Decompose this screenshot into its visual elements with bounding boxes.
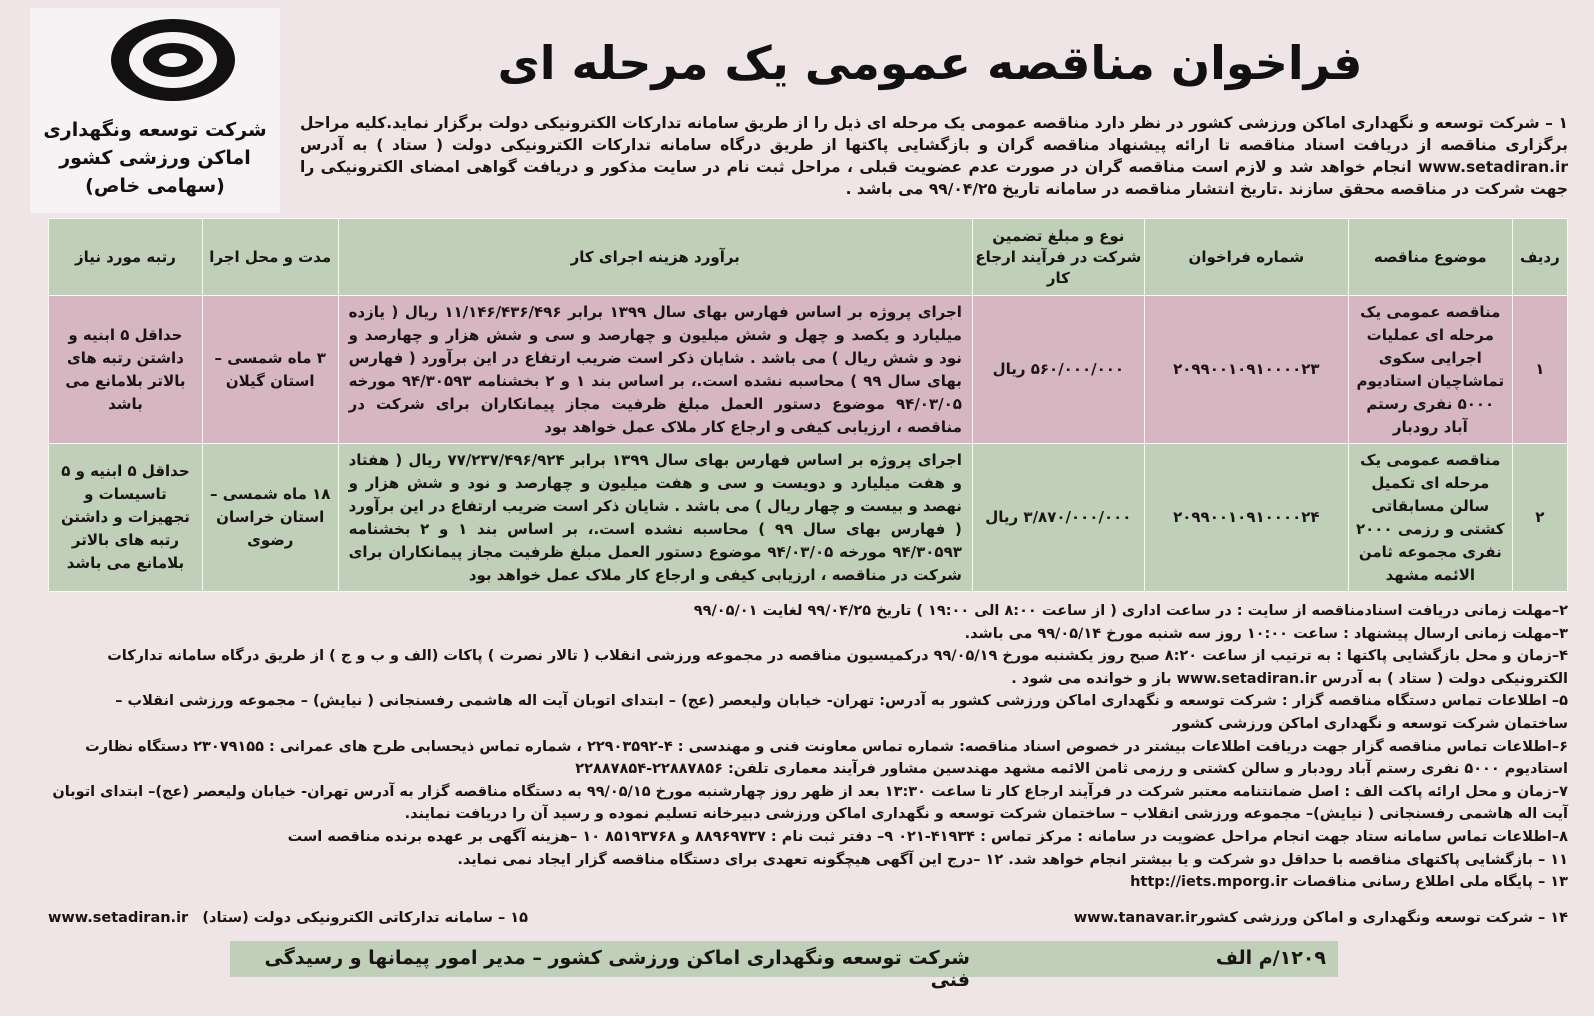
table-header-row bbox=[49, 219, 1568, 296]
table-row bbox=[49, 444, 1568, 592]
note-item: ۳–مهلت زمانی ارسال پیشنهاد : ساعت ۱۰:۰۰ روز سه شنبه مورخ ۹۹/۰۵/۱۴ می باشد. bbox=[964, 625, 1568, 642]
footer-item-14: ۱۴ – شرکت توسعه ونگهداری و اماکن ورزشی کشورwww.tanavar.ir bbox=[1073, 910, 1568, 926]
note-item: ۵– اطلاعات تماس دستگاه مناقصه گزار : شرکت توسعه و نگهداری اماکن ورزشی کشور به آدرس: تهران- خیابان ولیعصر (عج) – ابتدای اتوبان آیت اله هاشمی رفسنجانی ( نیایش) – مجموعه ورزشی انقلاب – ساختمان شرکت توسعه و نگهداری اماکن ورزشی کشور bbox=[115, 693, 1568, 732]
page-title: فراخوان مناقصه عمومی یک مرحله ای bbox=[497, 36, 1363, 90]
row-estimate: اجرای پروژه بر اساس فهارس بهای سال ۱۳۹۹ برابر ۷۷/۲۳۷/۴۹۶/۹۲۴ ریال ( هفتاد و هفت میلیارد و دویست و سی و هفت میلیون و چهارصد و نود و شش هزار و نهصد و بیست و چهار ریال ) می باشد . شایان ذکر است ضریب ارتفاع در این برآورد ( فهارس بهای سال ۹۹ ) محاسبه نشده است.، بر اساس بند ۱ و ۲ بخشنامه ۹۴/۳۰۵۹۳ مورخه ۹۴/۰۳/۰۵ موضوع دستور العمل مبلغ ظرفیت مجاز پیمانکاران برای شرکت در مناقصه ، ارزیابی کیفی و ارجاع کار ملاک عمل خواهد بود bbox=[338, 444, 972, 592]
signature-bar bbox=[230, 941, 1338, 991]
logo-block bbox=[30, 8, 280, 213]
note-item: ۷–زمان و محل ارائه پاکت الف : اصل ضمانتنامه معتبر شرکت در فرآیند ارجاع کار تا ساعت ۱۳:۳۰ بعد از ظهر روز چهارشنبه مورخ ۹۹/۰۵/۱۵ به دستگاه مناقصه گزار به آدرس تهران- خیابان ولیعصر (عج)– ابتدای اتوبان آیت اله هاشمی رفسنجانی ( نیایش)– مجموعه ورزشی انقلاب – ساختمان شرکت توسعه و نگهداری اماکن ورزشی دبیرخانه تسلیم نموده و رسید آن را دریافت نمایند. bbox=[52, 783, 1568, 823]
row-call-number: ۲۰۹۹۰۰۱۰۹۱۰۰۰۰۲۳ bbox=[1144, 296, 1348, 444]
row-subject: مناقصه عمومی یک مرحله ای تکمیل سالن مسابقاتی کشتی و رزمی ۲۰۰۰ نفری مجموعه ثامن الائمه مشهد bbox=[1348, 444, 1512, 592]
row-grade: حداقل ۵ ابنیه و ۵ تاسیسات و تجهیزات و داشتن رتبه های بالاتر بلامانع می باشد bbox=[49, 444, 203, 592]
signature-text: شرکت توسعه ونگهداری اماکن ورزشی کشور – مدیر امور پیمانها و رسیدگی فنی bbox=[264, 947, 970, 991]
table-row bbox=[49, 296, 1568, 444]
row-grade: حداقل ۵ ابنیه و داشتن رتبه های بالاتر بلامانع می باشد bbox=[49, 296, 203, 444]
header-grade: رتبه مورد نیاز bbox=[49, 219, 203, 296]
company-name bbox=[30, 116, 280, 200]
note-item: ۴–زمان و محل بازگشایی پاکتها : به ترتیب از ساعت ۸:۲۰ صبح روز یکشنبه مورخ ۹۹/۰۵/۱۹ درکمیسیون مناقصه در مجموعه ورزشی انقلاب ( تالار نصرت ) پاکات (الف و ب و ج ) از طریق درگاه سامانه تدارکات الکترونیکی دولت ( ستاد ) به آدرس www.setadiran.ir باز و خوانده می شود . bbox=[107, 648, 1568, 687]
row-guarantee: ۳/۸۷۰/۰۰۰/۰۰۰ ریال bbox=[972, 444, 1144, 592]
header-call-number: شماره فراخوان bbox=[1144, 219, 1348, 296]
note-item: ۱۳ – پایگاه ملی اطلاع رسانی مناقصات http://iets.mporg.ir bbox=[1130, 874, 1568, 891]
header-guarantee: نوع و مبلغ تضمین شرکت در فرآیند ارجاع کار bbox=[972, 219, 1144, 296]
intro-paragraph: ۱ – شرکت توسعه و نگهداری اماکن ورزشی کشور در نظر دارد مناقصه عمومی یک مرحله ای ذیل را از طریق سامانه تدارکات الکترونیکی دولت برگزار نماید.کلیه مراحل برگزاری مناقصه از دریافت اسناد مناقصه تا ارائه پیشنهاد مناقصه گران و بازگشایی پاکتها از طریق درگاه سامانه تدارکات الکترونیکی دولت ( ستاد ) به آدرس www.setadiran.ir انجام خواهد شد و لازم است مناقصه گران در صورت عدم عضویت قبلی ، مراحل ثبت نام در سایت مذکور و دریافت گواهی امضای الکترونیکی را جهت شرکت در مناقصه محقق سازند .تاریخ انتشار مناقصه در سامانه تاریخ ۹۹/۰۴/۲۵ می باشد . bbox=[300, 114, 1568, 198]
row-number: ۲ bbox=[1512, 444, 1567, 592]
row-guarantee: ۵۶۰/۰۰۰/۰۰۰ ریال bbox=[972, 296, 1144, 444]
header-row-number: ردیف bbox=[1512, 219, 1567, 296]
footer-links-line bbox=[48, 910, 1568, 934]
note-item: ۶–اطلاعات تماس مناقصه گزار جهت دریافت اطلاعات بیشتر در خصوص اسناد مناقصه: شماره تماس معاونت فنی و مهندسی : ۴-۲۲۹۰۳۵۹۲ ، شماره تماس ذیحسابی طرح های عمرانی : ۲۳۰۷۹۱۵۵ دستگاه نظارت استادیوم ۵۰۰۰ نفری رستم آباد رودبار و سالن کشتی و رزمی ثامن الائمه مشهد مهندسین مشاور فرآیند معماری تلفن: ۲۲۸۸۷۸۵۶-۲۲۸۸۷۸۵۴ bbox=[85, 738, 1568, 778]
company-name-line3: (سهامی خاص) bbox=[85, 175, 225, 197]
notice-code: ۱۲۰۹/م الف bbox=[1215, 947, 1326, 969]
notes-list bbox=[48, 600, 1568, 894]
ring-logo-icon bbox=[108, 16, 238, 104]
setadiran-link[interactable]: www.setadiran.ir bbox=[48, 910, 189, 926]
row-call-number: ۲۰۹۹۰۰۱۰۹۱۰۰۰۰۲۴ bbox=[1144, 444, 1348, 592]
note-item: ۱۱ – بازگشایی پاکتهای مناقصه با حداقل دو شرکت و یا بیشتر انجام خواهد شد. ۱۲ –درج این آگهی هیچگونه تعهدی برای دستگاه مناقصه گزار ایجاد نمی نماید. bbox=[457, 851, 1568, 868]
row-duration: ۳ ماه شمسی – استان گیلان bbox=[202, 296, 338, 444]
row-subject: مناقصه عمومی یک مرحله ای عملیات اجرایی سکوی تماشاچیان استادیوم ۵۰۰۰ نفری رستم آباد رودبار bbox=[1348, 296, 1512, 444]
note-item: ۲–مهلت زمانی دریافت اسنادمناقصه از سایت : در ساعت اداری ( از ساعت ۸:۰۰ الی ۱۹:۰۰ ) تاریخ ۹۹/۰۴/۲۵ لغایت ۹۹/۰۵/۰۱ bbox=[693, 603, 1568, 619]
company-name-line2: اماکن ورزشی کشور bbox=[59, 147, 251, 169]
header-duration: مدت و محل اجرا bbox=[202, 219, 338, 296]
footer-item-15: ۱۵ – سامانه تدارکاتی الکترونیکی دولت (ستاد) bbox=[202, 910, 528, 926]
row-duration: ۱۸ ماه شمسی – استان خراسان رضوی bbox=[202, 444, 338, 592]
header-subject: موضوع مناقصه bbox=[1348, 219, 1512, 296]
row-number: ۱ bbox=[1512, 296, 1567, 444]
tender-table bbox=[48, 218, 1568, 592]
row-estimate: اجرای پروژه بر اساس فهارس بهای سال ۱۳۹۹ برابر ۱۱/۱۴۶/۴۳۶/۴۹۶ ریال ( یازده میلیارد و یکصد و چهل و شش میلیون و چهارصد و سی و شش هزار و چهارصد و نود و شش ریال ) می باشد . شایان ذکر است ضریب ارتفاع در این برآورد ( فهارس بهای سال ۹۹ ) محاسبه نشده است.، بر اساس بند ۱ و ۲ بخشنامه ۹۴/۳۰۵۹۳ مورخه ۹۴/۰۳/۰۵ موضوع دستور العمل مبلغ ظرفیت مجاز پیمانکاران برای شرکت در مناقصه ، ارزیابی کیفی و ارجاع کار ملاک عمل خواهد بود bbox=[338, 296, 972, 444]
note-item: ۸–اطلاعات تماس سامانه ستاد جهت انجام مراحل عضویت در سامانه : مرکز تماس : ۴۱۹۳۴-۰۲۱ ۹– دفتر ثبت نام : ۸۸۹۶۹۷۳۷ و ۸۵۱۹۳۷۶۸ ۱۰ –هزینه آگهی بر عهده برنده مناقصه است bbox=[287, 828, 1568, 845]
company-name-line1: شرکت توسعه ونگهداری bbox=[43, 119, 267, 141]
header-estimate: برآورد هزینه اجرای کار bbox=[338, 219, 972, 296]
